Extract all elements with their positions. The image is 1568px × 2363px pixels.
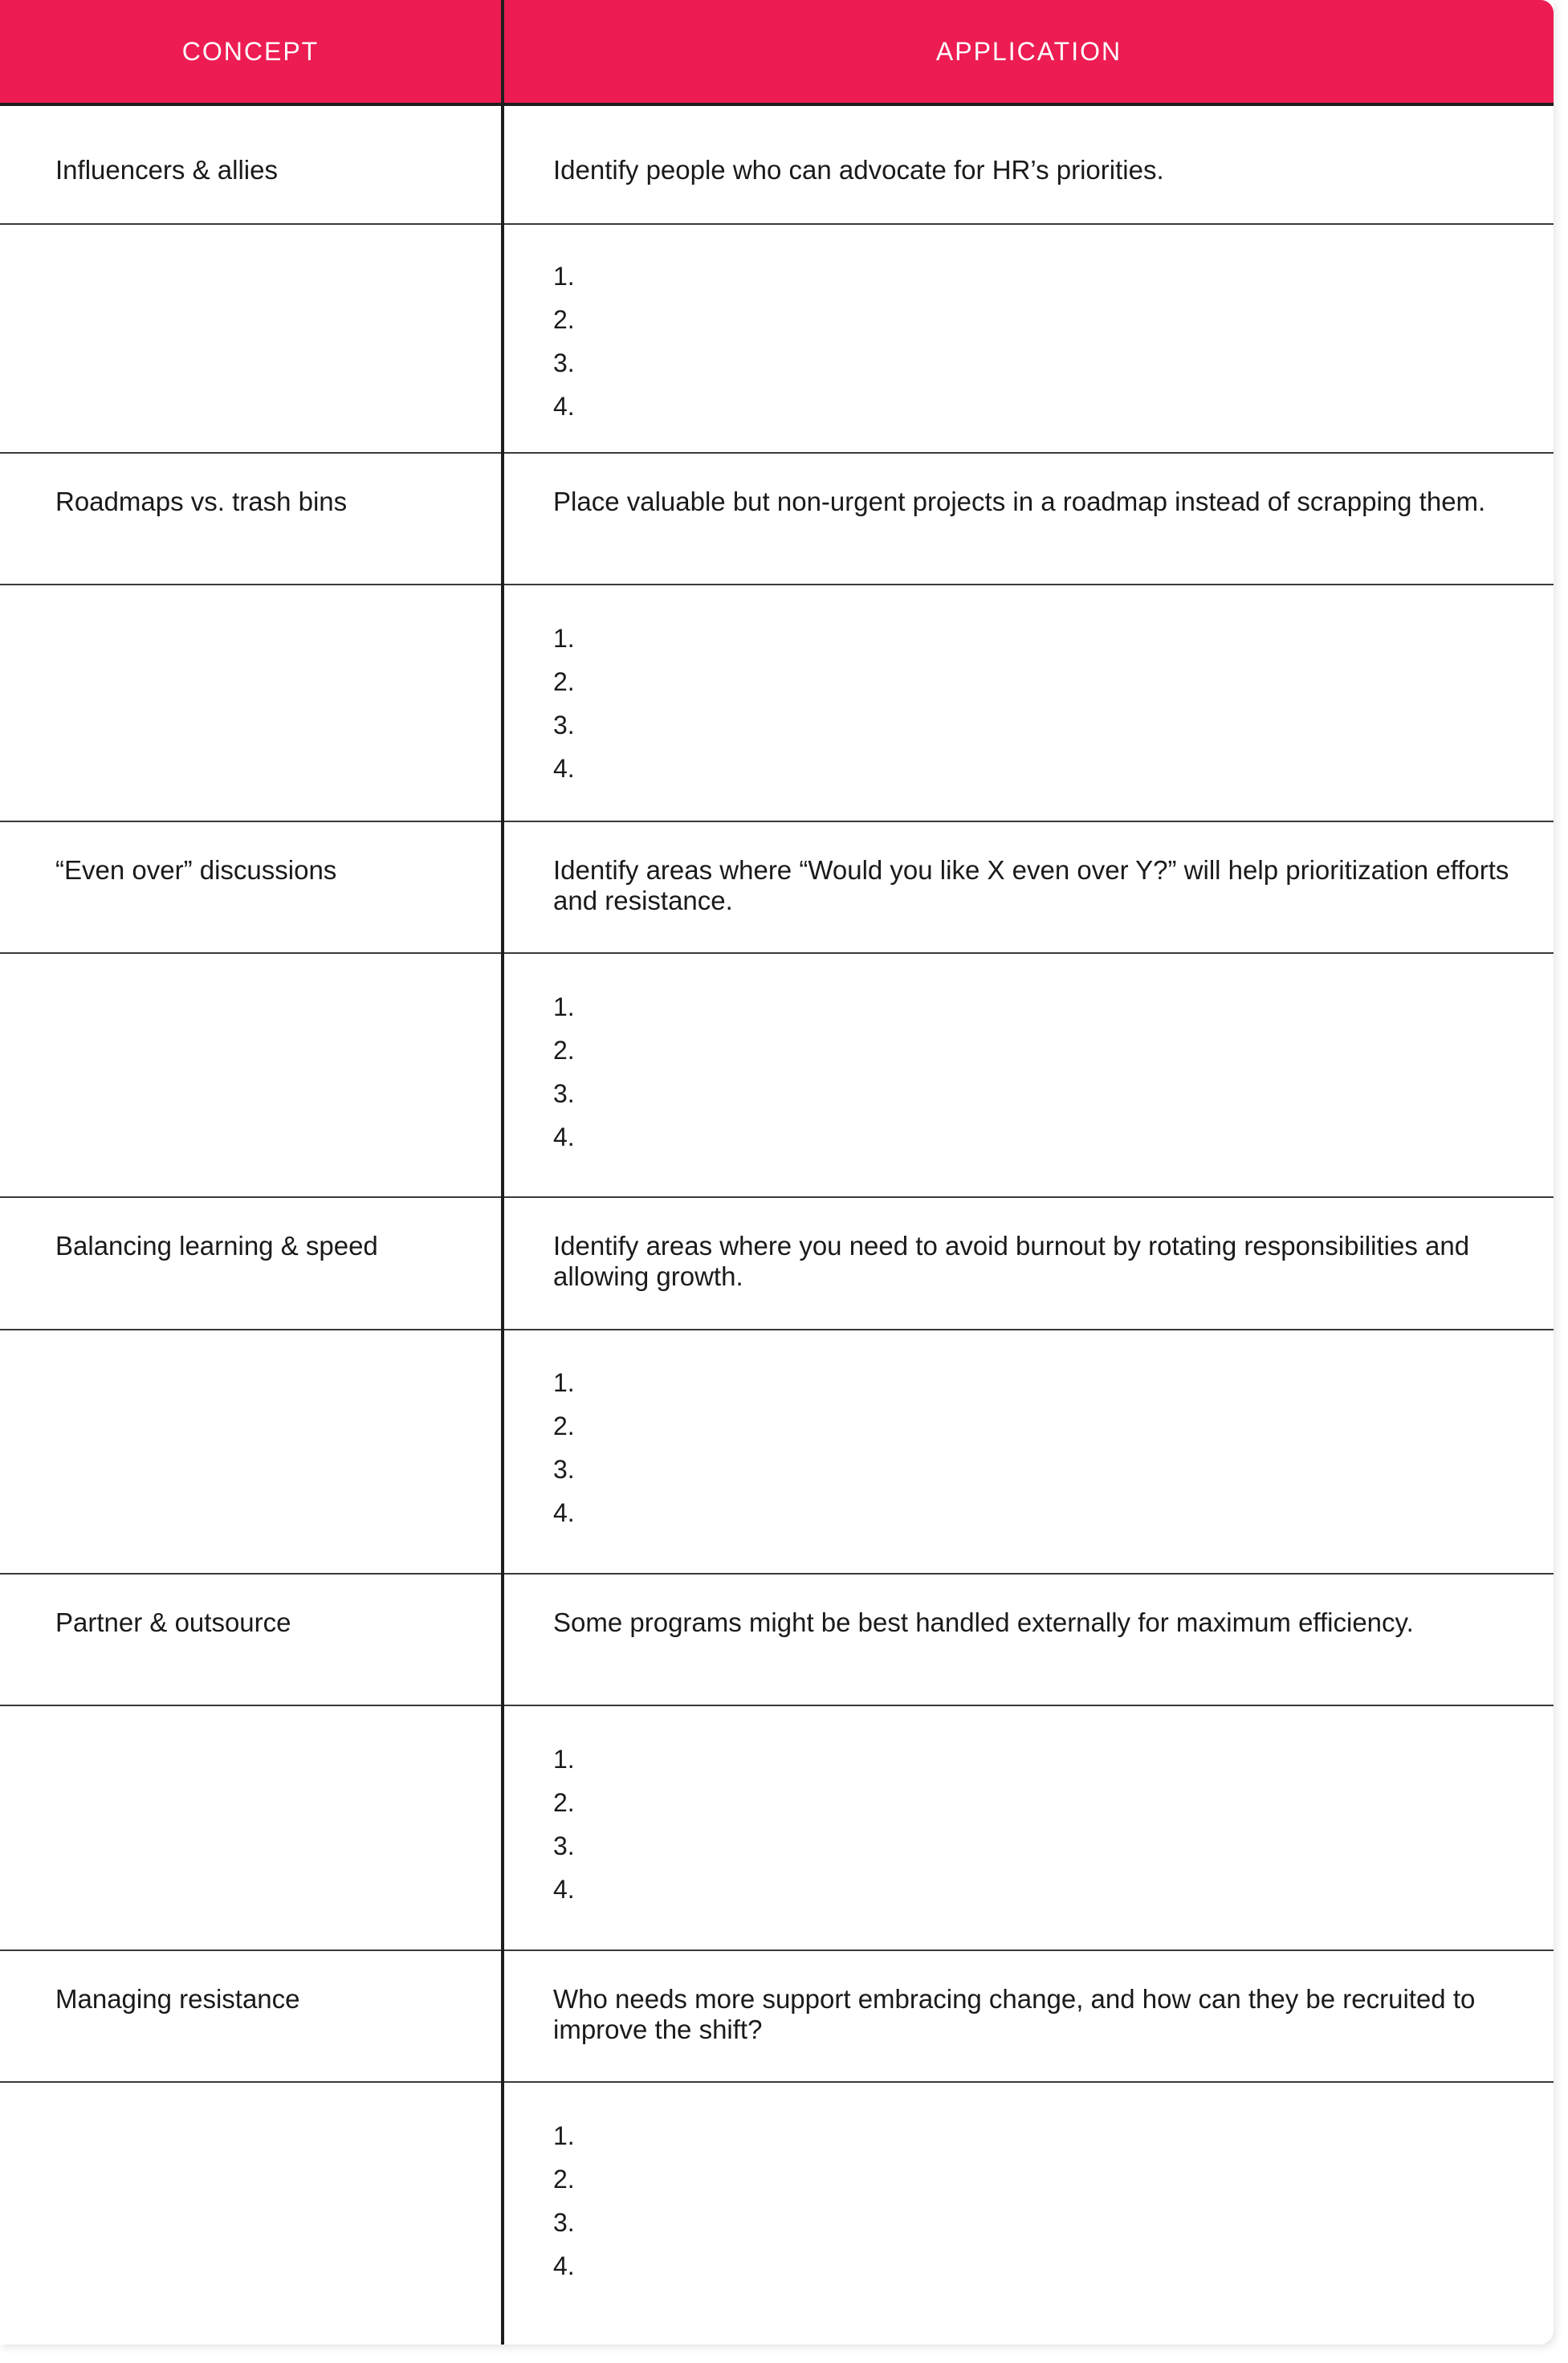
row-divider [0,1573,1554,1575]
numbered-list [553,2114,575,2288]
list-item: 3. [553,711,575,739]
row-divider [0,1196,1554,1198]
application-cell: Who needs more support embracing change, and how can they be recruited to improve the shift? [553,1984,1476,2044]
concept-cell: Partner & outsource [55,1607,291,1637]
row-divider [0,1705,1554,1706]
list-item: 3. [553,1455,575,1484]
list-item: 2. [553,1788,575,1817]
row-divider [0,821,1554,822]
list-item: 2. [553,2165,575,2194]
list-item: 4. [553,1875,575,1904]
list-item: 1. [553,2121,575,2150]
list-item: 4. [553,2251,575,2280]
application-cell: Some programs might be best handled externally for maximum efficiency. [553,1607,1414,1637]
row-divider [0,952,1554,954]
application-cell: Identify areas where you need to avoid burnout by rotating responsibilities and allowing growth. [553,1231,1470,1291]
row-divider [0,223,1554,225]
list-item: 3. [553,1079,575,1108]
concept-cell: Influencers & allies [55,155,278,185]
list-item: 1. [553,1368,575,1397]
application-cell: Place valuable but non-urgent projects in a roadmap instead of scrapping them. [553,487,1486,516]
list-item: 4. [553,392,575,421]
list-item: 1. [553,262,575,291]
row-divider [0,2081,1554,2083]
list-item: 1. [553,624,575,653]
list-item: 3. [553,1831,575,1860]
application-cell: Identify people who can advocate for HR’s priorities. [553,155,1164,185]
row-divider [0,584,1554,585]
list-item: 4. [553,1498,575,1527]
numbered-list [553,255,575,428]
concept-cell: Balancing learning & speed [55,1231,378,1261]
list-item: 4. [553,1122,575,1151]
list-item: 2. [553,667,575,696]
list-item: 1. [553,992,575,1021]
header-concept: CONCEPT [181,36,320,66]
numbered-list [553,1738,575,1911]
list-item: 1. [553,1745,575,1774]
list-item: 3. [553,2208,575,2237]
column-divider [501,0,504,2345]
application-cell: Identify areas where “Would you like X even over Y?” will help prioritization efforts and resistance. [553,855,1509,915]
concept-cell: Roadmaps vs. trash bins [55,487,348,516]
row-divider [0,1949,1554,1951]
list-item: 2. [553,305,575,334]
row-divider [0,1329,1554,1330]
concept-cell: Managing resistance [55,1984,300,2014]
numbered-list [553,1361,575,1534]
list-item: 2. [553,1412,575,1440]
numbered-list [553,617,575,790]
numbered-list [553,985,575,1159]
concept-cell: “Even over” discussions [55,855,337,885]
row-divider [0,452,1554,454]
list-item: 2. [553,1036,575,1065]
table-header [0,0,1554,106]
list-item: 4. [553,754,575,783]
list-item: 3. [553,348,575,377]
header-application: APPLICATION [935,36,1122,66]
